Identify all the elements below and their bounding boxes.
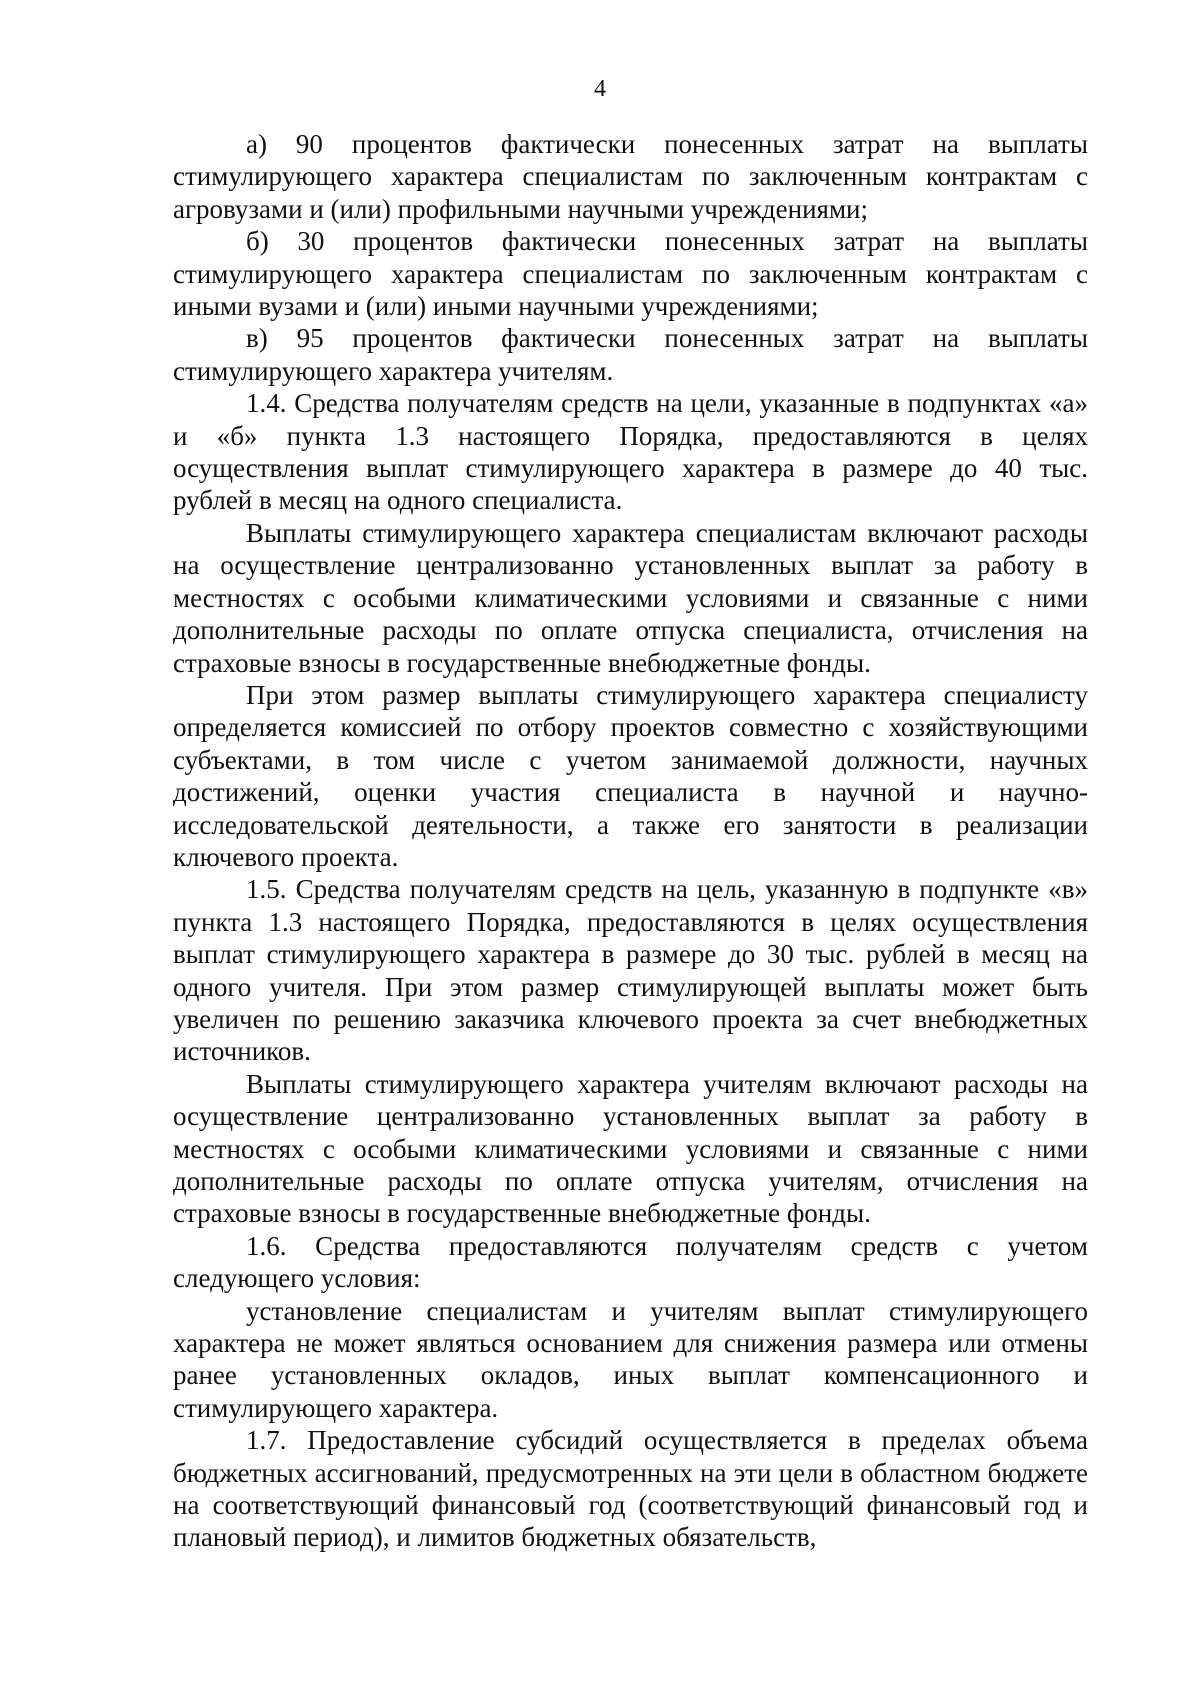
paragraph-clause-1-6: 1.6. Средства предоставляются получателям средств с учетом следующего условия:: [173, 1230, 1088, 1294]
paragraph-subitem-a: а) 90 процентов фактически понесенных затрат на выплаты стимулирующего характера специалистам по заключенным контрактам с агровузами и (или) профильными научными учреждениями;: [173, 129, 1088, 224]
page-number: 4: [594, 76, 606, 102]
paragraph-clause-1-5: 1.5. Средства получателям средств на цель, указанную в подпункте «в» пункта 1.3 настоящего Порядка, предоставляются в целях осуществления выплат стимулирующего характера в размере до 30 тыс. рублей в месяц на одного учителя. При этом размер стимулирующей выплаты может быть увеличен по решению заказчика ключевого проекта за счет внебюджетных источников.: [173, 874, 1088, 1067]
paragraph-payment-amount-commission: При этом размер выплаты стимулирующего характера специалисту определяется комиссией по отбору проектов совместно с хозяйствующими субъектами, в том числе с учетом занимаемой должности, научных достижений, оценки участия специалиста в научной и научно-исследовательской деятельности, а также его занятости в реализации ключевого проекта.: [173, 679, 1088, 872]
paragraph-teacher-payments: Выплаты стимулирующего характера учителям включают расходы на осуществление централизованно установленных выплат за работу в местностях с особыми климатическими условиями и связанные с ними дополнительные расходы по оплате отпуска учителям, отчисления на страховые взносы в государственные внебюджетные фонды.: [173, 1068, 1088, 1229]
paragraph-subitem-b: б) 30 процентов фактически понесенных затрат на выплаты стимулирующего характера специалистам по заключенным контрактам с иными вузами и (или) иными научными учреждениями;: [173, 226, 1088, 322]
paragraph-subitem-v: в) 95 процентов фактически понесенных затрат на выплаты стимулирующего характера учителям.: [173, 323, 1088, 386]
paragraph-condition: установление специалистам и учителям выплат стимулирующего характера не может являться основанием для снижения размера или отмены ранее установленных окладов, иных выплат компенсационного и стимулирующего характера.: [173, 1295, 1088, 1423]
paragraph-clause-1-7: 1.7. Предоставление субсидий осуществляется в пределах объема бюджетных ассигнований, предусмотренных на эти цели в областном бюджете на соответствующий финансовый год (соответствующий финансовый год и плановый период), и лимитов бюджетных обязательств,: [173, 1425, 1088, 1553]
paragraph-specialist-payments: Выплаты стимулирующего характера специалистам включают расходы на осуществление централизованно установленных выплат за работу в местностях с особыми климатическими условиями и связанные с ними дополнительные расходы по оплате отпуска специалиста, отчисления на страховые взносы в государственные внебюджетные фонды.: [173, 517, 1088, 678]
document-body: [173, 128, 1088, 1554]
paragraph-clause-1-4: 1.4. Средства получателям средств на цели, указанные в подпунктах «а» и «б» пункта 1.3 настоящего Порядка, предоставляются в целях осуществления выплат стимулирующего характера в размере до 40 тыс. рублей в месяц на одного специалиста.: [173, 388, 1088, 516]
